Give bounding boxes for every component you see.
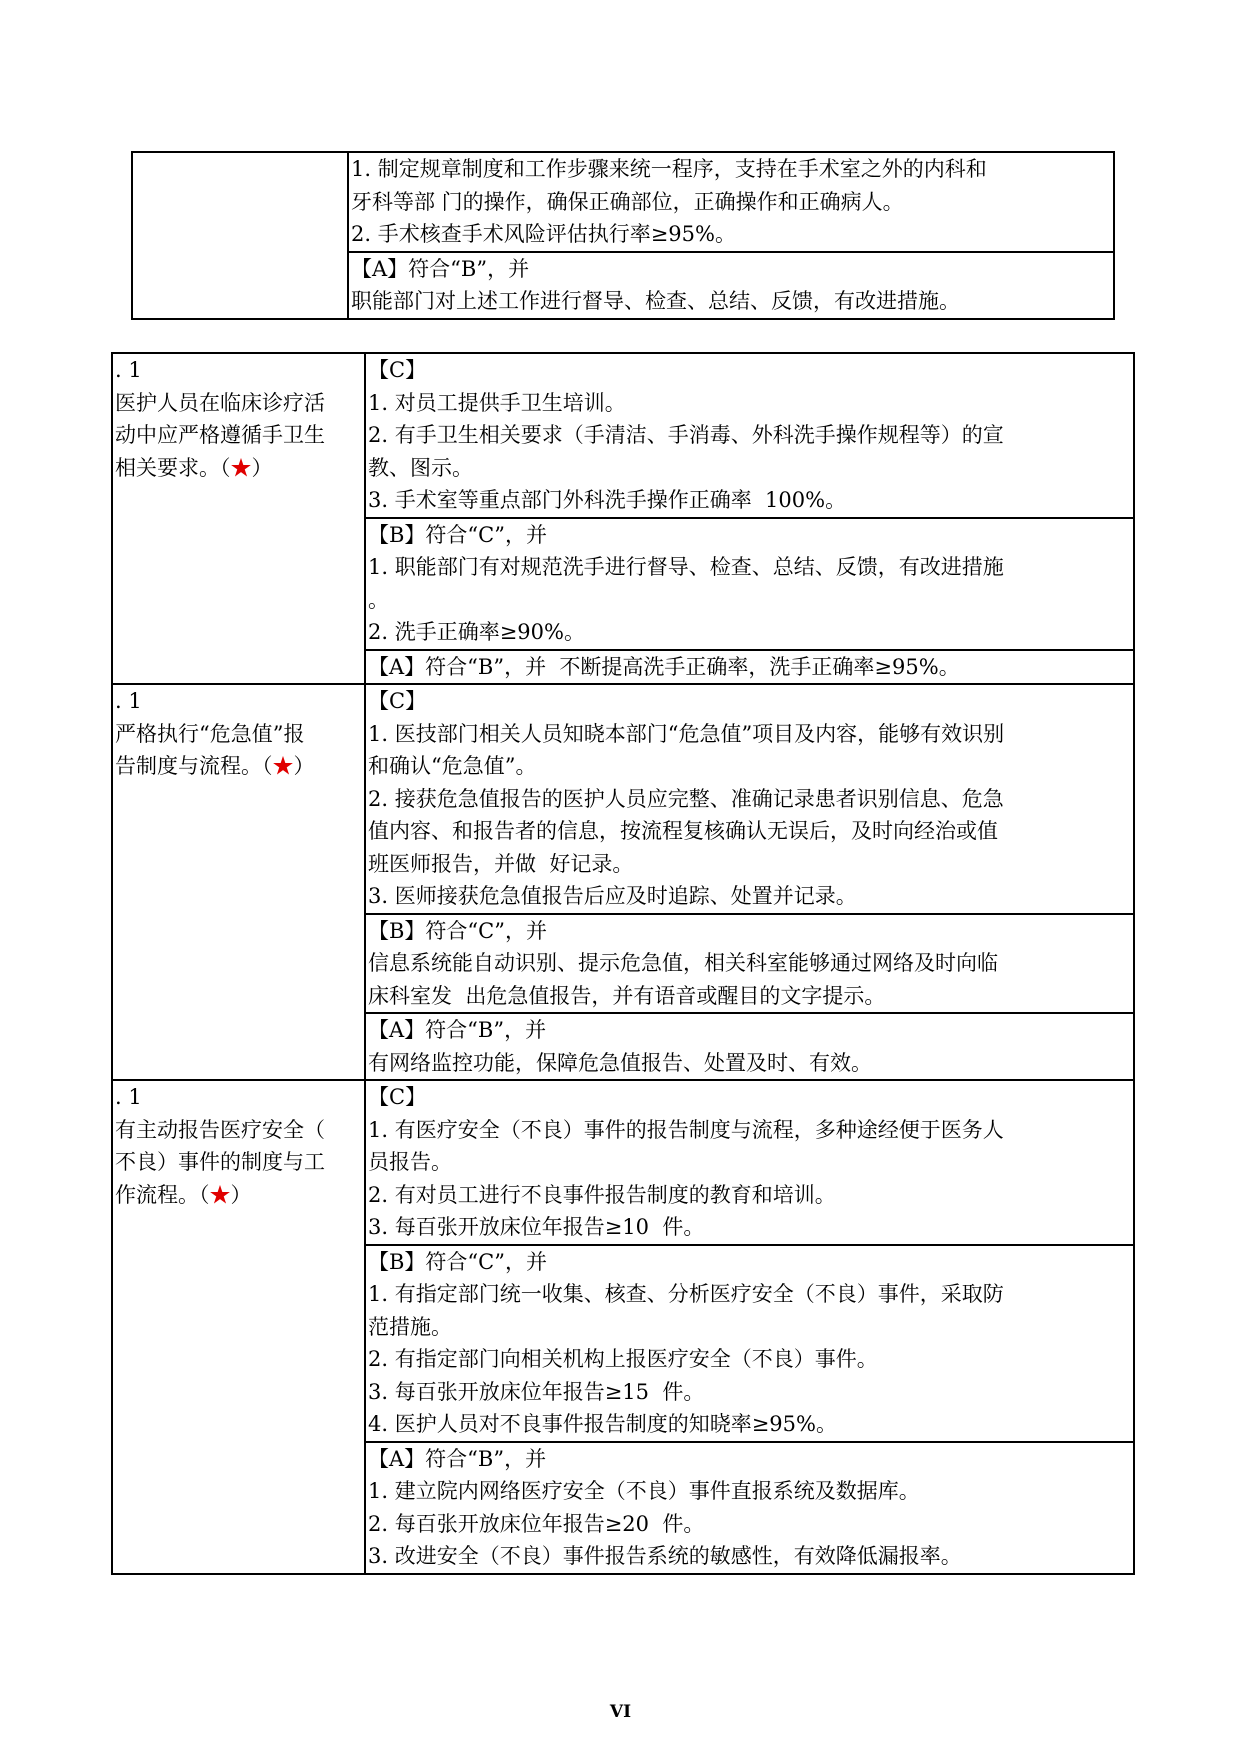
criteria-a-cell: 【A】符合“B”，并 1. 建立院内网络医疗安全（不良）事件直报系统及数据库。 2. 每百张开放床位年报告≥20 件。 3. 改进安全（不良）事件报告系统的敏感性，有效降低漏报率。	[365, 1442, 1134, 1574]
page-number: VI	[609, 1702, 632, 1722]
criteria-a-cell: 【A】符合“B”，并 不断提高洗手正确率，洗手正确率≥95%。	[365, 650, 1134, 685]
table-row	[112, 1080, 1134, 1245]
criteria-cell: 1. 制定规章制度和工作步骤来统一程序，支持在手术室之外的内科和 牙科等部 门的操作，确保正确部位，正确操作和正确病人。 2. 手术核查手术风险评估执行率≥95%。	[348, 152, 1114, 252]
criteria-cell-a: 【A】符合“B”，并 职能部门对上述工作进行督导、检查、总结、反馈，有改进措施。	[348, 252, 1114, 319]
table-row	[112, 353, 1134, 518]
star-icon: ★	[209, 1182, 231, 1207]
criteria-c-cell: 【C】 1. 对员工提供手卫生培训。 2. 有手卫生相关要求（手清洁、手消毒、外科洗手操作规程等）的宣 教、图示。 3. 手术室等重点部门外科洗手操作正确率 100%。	[365, 353, 1134, 518]
criteria-b-cell: 【B】符合“C”，并 1. 有指定部门统一收集、核查、分析医疗安全（不良）事件，采取防 范措施。 2. 有指定部门向相关机构上报医疗安全（不良）事件。 3. 每百张开放床位年报告≥15 件。 4. 医护人员对不良事件报告制度的知晓率≥95%。	[365, 1245, 1134, 1442]
star-icon: ★	[230, 455, 252, 480]
criteria-a-cell: 【A】符合“B”，并 有网络监控功能，保障危急值报告、处置及时、有效。	[365, 1013, 1134, 1080]
star-icon: ★	[272, 754, 294, 778]
criteria-c-cell: 【C】 1. 有医疗安全（不良）事件的报告制度与流程，多种途经便于医务人 员报告。 2. 有对员工进行不良事件报告制度的教育和培训。 3. 每百张开放床位年报告≥10 件。	[365, 1080, 1134, 1245]
item-cell-critical-value: . 1 严格执行“危急值”报 告制度与流程。（★）	[112, 684, 365, 1080]
item-cell	[132, 152, 348, 319]
item-cell-hand-hygiene: . 1 医护人员在临床诊疗活 动中应严格遵循手卫生 相关要求。（★）	[112, 353, 365, 684]
criteria-b-cell: 【B】符合“C”，并 1. 职能部门有对规范洗手进行督导、检查、总结、反馈，有改进措施 。 2. 洗手正确率≥90%。	[365, 518, 1134, 650]
main-standards-table	[111, 352, 1135, 1575]
top-standards-table	[131, 151, 1115, 320]
table-row	[132, 152, 1114, 252]
table-row	[112, 684, 1134, 914]
item-cell-adverse-events: . 1 有主动报告医疗安全（ 不良）事件的制度与工 作流程。（★）	[112, 1080, 365, 1574]
criteria-b-cell: 【B】符合“C”，并 信息系统能自动识别、提示危急值，相关科室能够通过网络及时向临 床科室发 出危急值报告，并有语音或醒目的文字提示。	[365, 914, 1134, 1014]
criteria-c-cell: 【C】 1. 医技部门相关人员知晓本部门“危急值”项目及内容，能够有效识别 和确认“危急值”。 2. 接获危急值报告的医护人员应完整、准确记录患者识别信息、危急 值内容、和报告者的信息，按流程复核确认无误后，及时向经治或值 班医师报告，并做 好记录。 3. 医师接获危急值报告后应及时追踪、处置并记录。	[365, 684, 1134, 914]
